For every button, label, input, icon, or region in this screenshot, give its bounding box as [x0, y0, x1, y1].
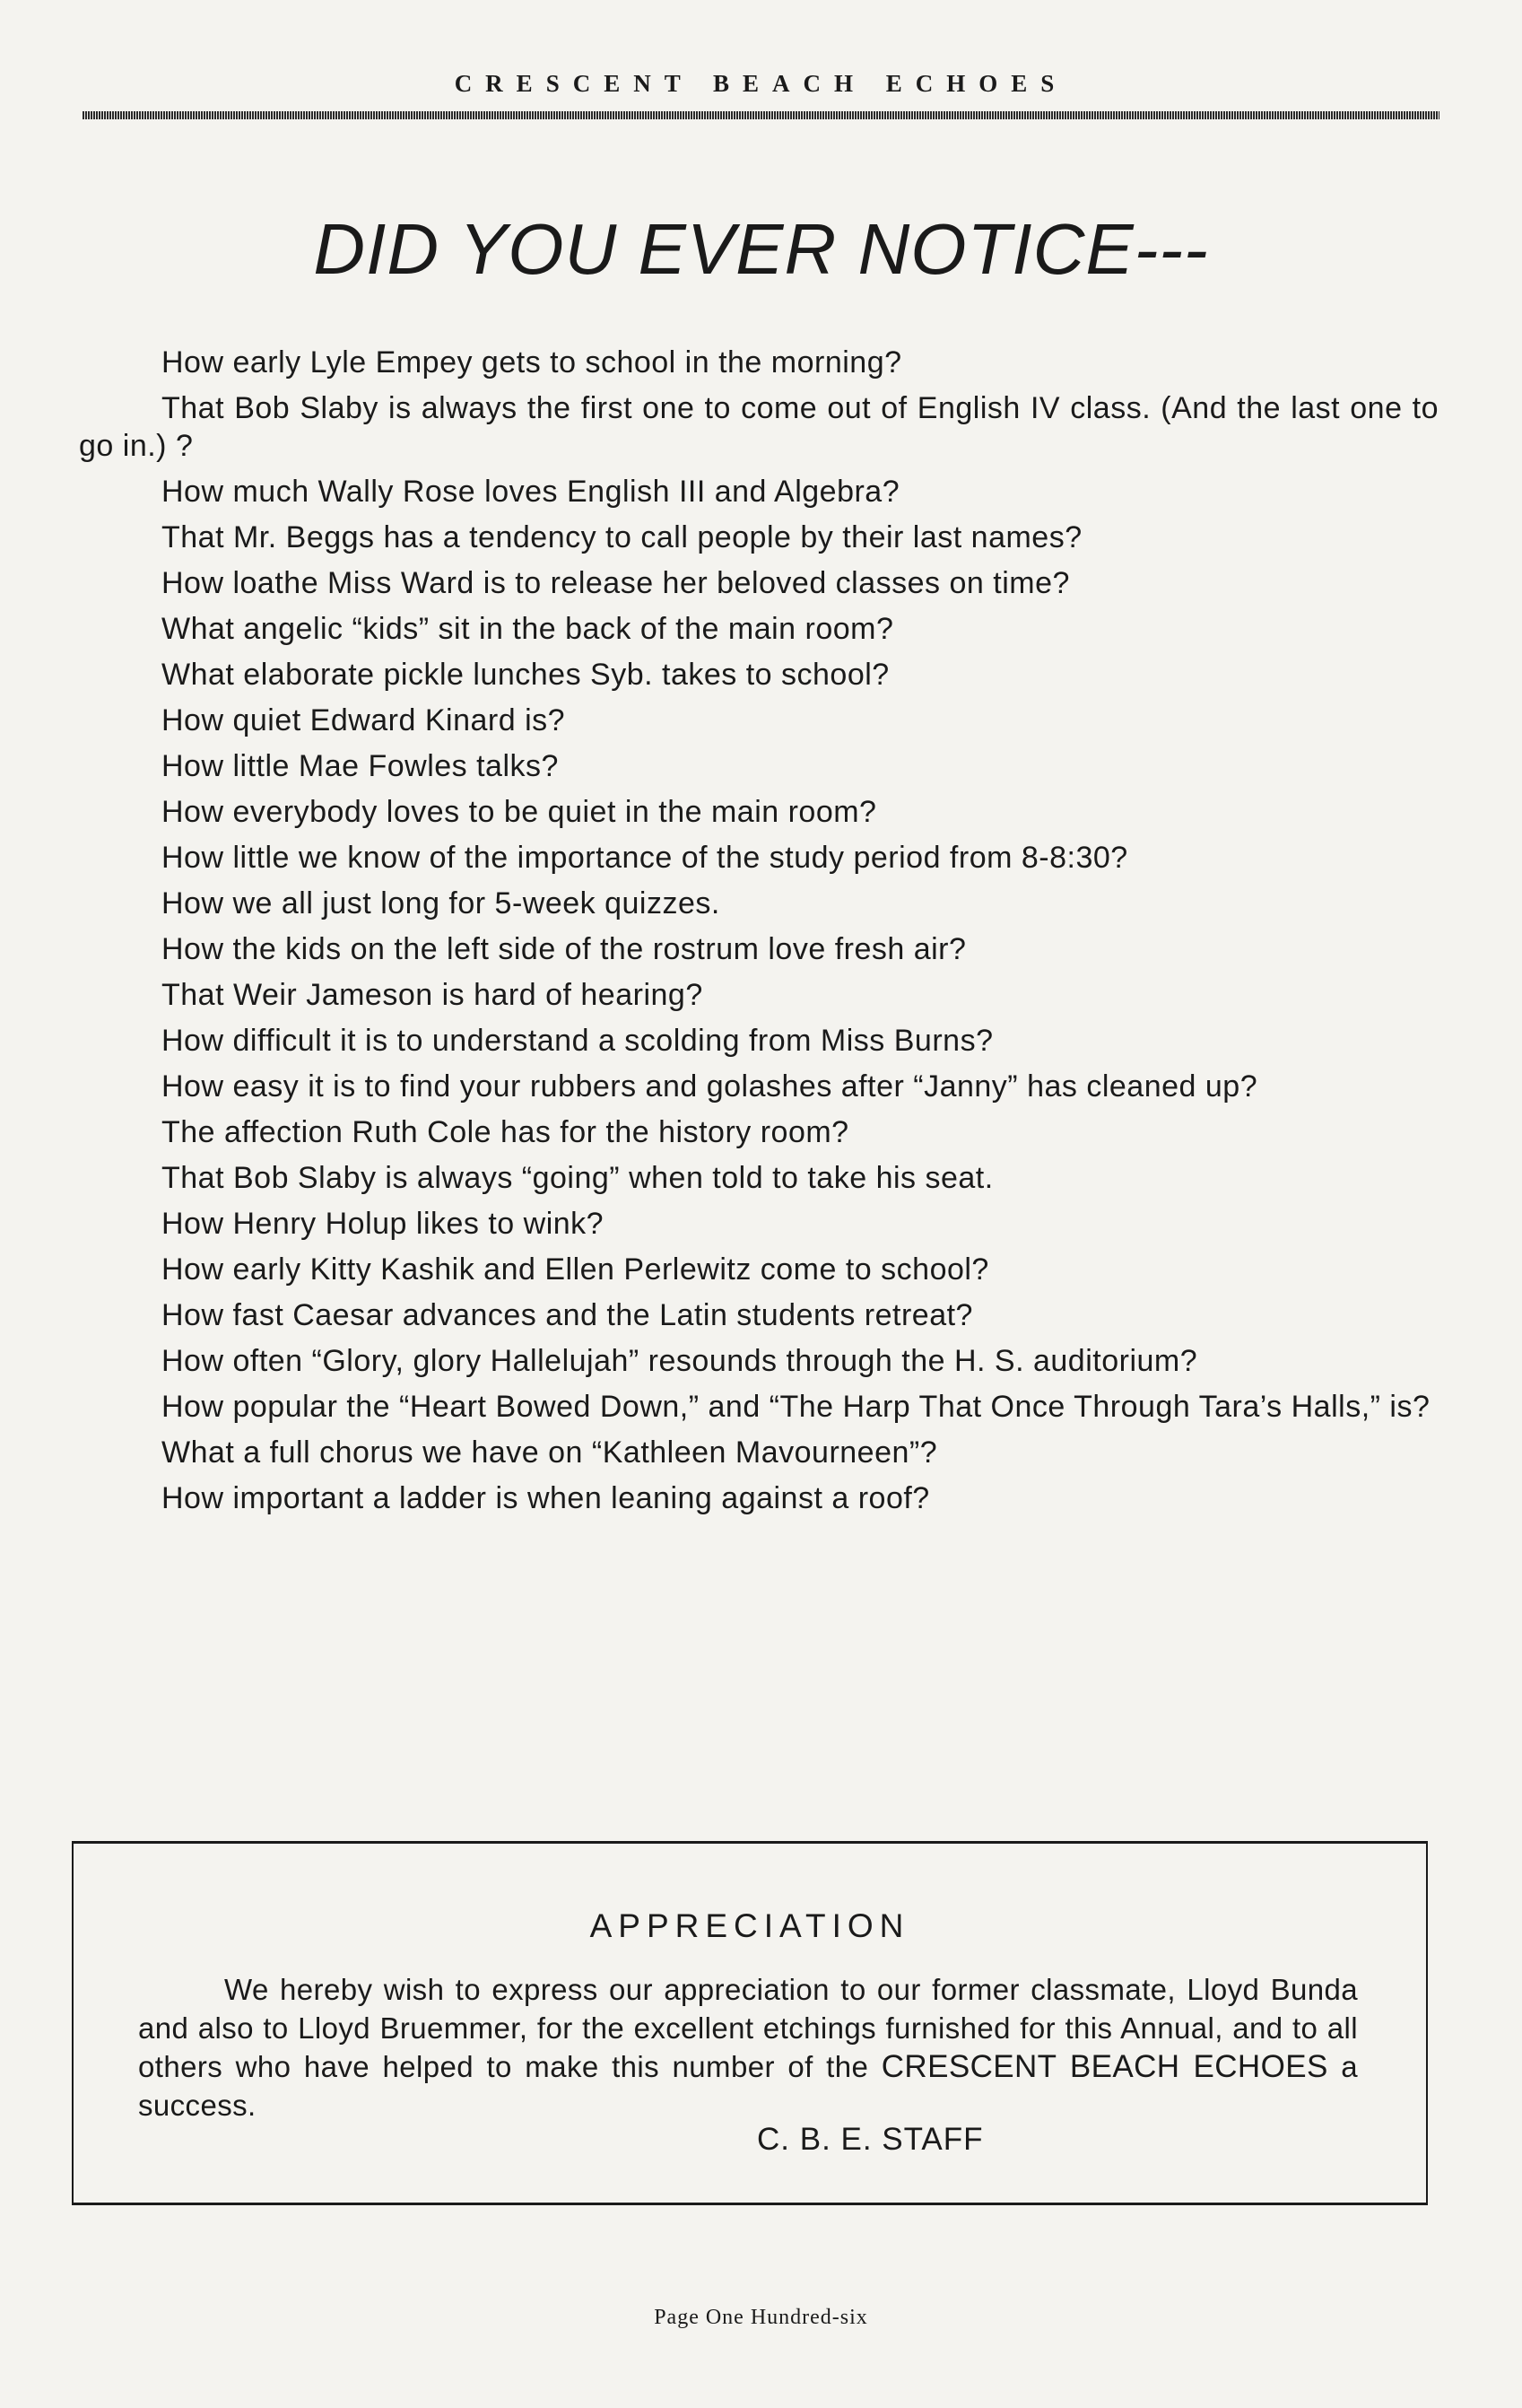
staff-signature: C. B. E. STAFF: [757, 2122, 984, 2157]
list-item: That Weir Jameson is hard of hearing?: [161, 978, 703, 1012]
list-item: How Henry Holup likes to wink?: [161, 1207, 604, 1241]
page-number: Page One Hundred-six: [654, 2306, 868, 2329]
list-item: How much Wally Rose loves English III and Algebra?: [161, 475, 900, 509]
list-item: That Mr. Beggs has a tendency to call people by their last names?: [161, 520, 1083, 554]
list-item: How fast Caesar advances and the Latin students retreat?: [161, 1298, 973, 1332]
list-item: How everybody loves to be quiet in the main room?: [161, 795, 877, 829]
list-item: How early Kitty Kashik and Ellen Perlewitz come to school?: [161, 1252, 989, 1287]
list-item: The affection Ruth Cole has for the history room?: [161, 1115, 849, 1149]
list-item: How little Mae Fowles talks?: [161, 749, 559, 783]
header-rule: [83, 111, 1439, 119]
appreciation-text: [138, 1970, 1358, 2124]
list-item: What a full chorus we have on “Kathleen Mavourneen”?: [161, 1435, 938, 1470]
appreciation-box: [72, 1841, 1428, 2205]
list-item: How quiet Edward Kinard is?: [161, 703, 566, 737]
appreciation-body: We hereby wish to express our appreciation to our former classmate, Lloyd Bunda and also to Lloyd Bruemmer, for the excellent etchings furnished for this Annual, and to all others who have helped to make this number of the: [138, 1973, 1358, 2083]
list-item: How popular the “Heart Bowed Down,” and “The Harp That Once Through Tara’s Halls,” is?: [161, 1390, 1431, 1424]
list-item: How easy it is to find your rubbers and golashes after “Janny” has cleaned up?: [161, 1069, 1258, 1104]
list-item: What elaborate pickle lunches Syb. takes to school?: [161, 658, 890, 692]
list-item: That Bob Slaby is always the first one to come out of English IV class. (And the last one to go in.) ?: [79, 391, 1439, 463]
list-item: How the kids on the left side of the rostrum love fresh air?: [161, 932, 967, 966]
appreciation-title: APPRECIATION: [589, 1907, 910, 1944]
list-item: How important a ladder is when leaning against a roof?: [161, 1481, 930, 1515]
list-item: How we all just long for 5-week quizzes.: [161, 886, 720, 920]
list-item: How little we know of the importance of the study period from 8-8:30?: [161, 841, 1128, 875]
list-item: How loathe Miss Ward is to release her beloved classes on time?: [161, 566, 1070, 600]
article-title: DID YOU EVER NOTICE---: [313, 209, 1209, 289]
question-list: [79, 344, 1439, 1525]
publication-name: CRESCENT BEACH ECHOES: [881, 2049, 1328, 2084]
running-title: CRESCENT BEACH ECHOES: [454, 70, 1068, 97]
list-item: How early Lyle Empey gets to school in the morning?: [161, 345, 902, 380]
list-item: That Bob Slaby is always “going” when told to take his seat.: [161, 1161, 994, 1195]
appreciation-body-end: a success.: [138, 2050, 1358, 2122]
list-item: What angelic “kids” sit in the back of the main room?: [161, 612, 894, 646]
list-item: How difficult it is to understand a scolding from Miss Burns?: [161, 1024, 994, 1058]
list-item: How often “Glory, glory Hallelujah” resounds through the H. S. auditorium?: [161, 1344, 1198, 1378]
